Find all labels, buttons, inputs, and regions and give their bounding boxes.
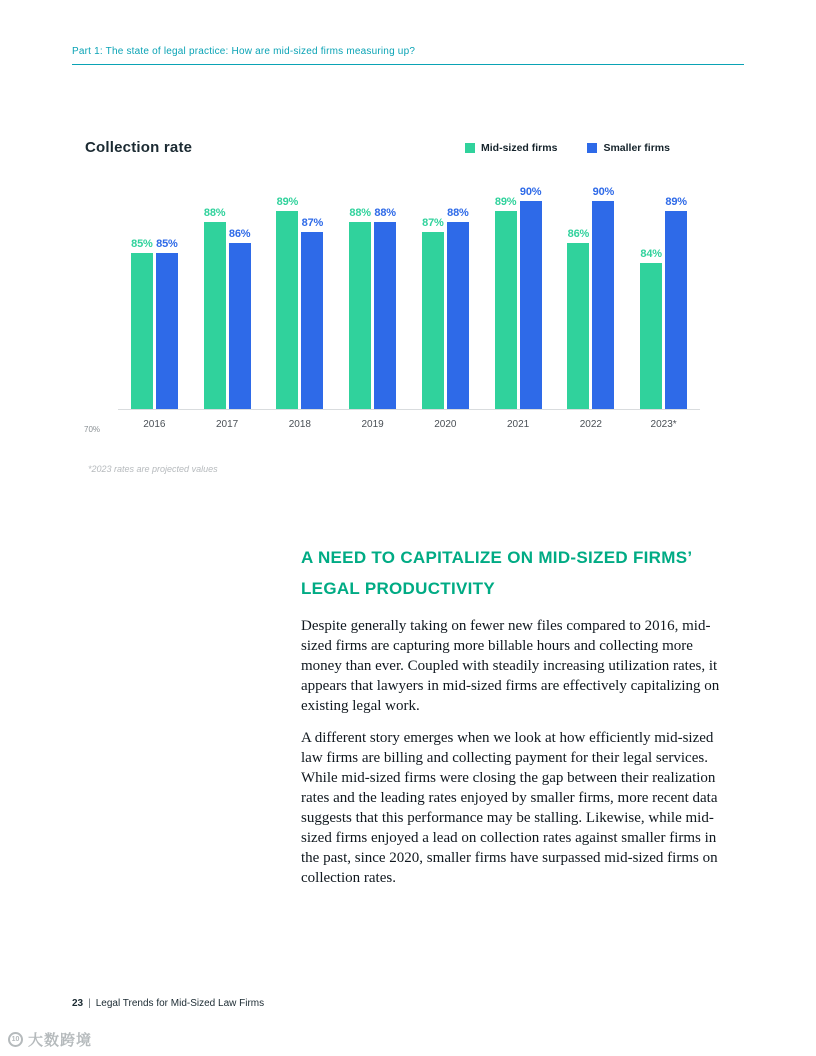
bar-value-label: 85% <box>131 238 153 250</box>
x-axis-label: 2020 <box>434 419 457 430</box>
y-axis-baseline-label: 70% <box>84 425 101 434</box>
bar-smaller-firms <box>156 253 178 409</box>
text-section <box>301 542 737 888</box>
watermark <box>8 1029 92 1050</box>
bar-column <box>301 217 323 409</box>
page-eyebrow: Part 1: The state of legal practice: How are mid-sized firms measuring up? <box>72 46 744 65</box>
bar-mid-sized-firms <box>640 263 662 409</box>
bar-column <box>422 217 444 409</box>
bar-group-2018 <box>264 196 337 409</box>
bar-pair <box>567 186 614 409</box>
bar-value-label: 90% <box>519 186 542 198</box>
bar-column <box>447 207 469 409</box>
bar-group-2017 <box>191 207 264 409</box>
bar-column <box>640 248 662 409</box>
bar-column <box>520 186 542 409</box>
bar-column <box>665 196 687 409</box>
bar-group-2019 <box>336 207 409 409</box>
bar-smaller-firms <box>447 222 469 409</box>
x-axis-label: 2017 <box>216 419 239 430</box>
bar-mid-sized-firms <box>131 253 153 409</box>
bar-smaller-firms <box>374 222 396 409</box>
bar-value-label: 85% <box>156 238 178 250</box>
chart-footnote: *2023 rates are projected values <box>88 464 218 474</box>
bar-pair <box>349 207 396 409</box>
x-axis-label: 2018 <box>288 419 311 430</box>
bar-value-label: 88% <box>203 207 226 219</box>
legend-label: Mid-sized firms <box>481 141 558 154</box>
bar-value-label: 87% <box>301 217 324 229</box>
footer-separator: | <box>88 998 91 1009</box>
bar-column <box>567 228 589 409</box>
section-heading-line2: LEGAL PRODUCTIVITY <box>301 579 495 598</box>
legend-swatch <box>465 143 475 153</box>
x-axis-label: 2019 <box>361 419 384 430</box>
bar-group-2020 <box>409 207 482 409</box>
bar-value-label: 90% <box>592 186 615 198</box>
chart-plot-area <box>84 184 700 434</box>
bar-column <box>592 186 614 409</box>
section-heading <box>301 542 737 604</box>
bar-group-2023 <box>627 196 700 409</box>
bar-value-label: 86% <box>567 228 590 240</box>
x-axis-label: 2023* <box>650 419 677 430</box>
chart-title: Collection rate <box>85 139 193 156</box>
bar-smaller-firms <box>665 211 687 409</box>
bar-pair <box>276 196 323 409</box>
watermark-text: 大数跨境 <box>28 1032 93 1049</box>
paragraph: A different story emerges when we look at how efficiently mid-sized law firms are billing and collecting payment for their legal services. While mid-sized firms were closing the gap between their realization rates and the leading rates enjoyed by smaller firms, more recent data suggests that this performance may be stalling. Likewise, while mid-sized firms enjoyed a lead on collection rates against smaller firms in the past, since 2020, smaller firms have surpassed mid-sized firms on collection rates. <box>301 730 718 886</box>
chart-header <box>72 139 744 156</box>
legend-swatch <box>587 143 597 153</box>
collection-rate-chart <box>72 139 744 474</box>
chart-plot <box>118 184 700 410</box>
bar-mid-sized-firms <box>276 211 298 409</box>
bar-value-label: 86% <box>228 228 251 240</box>
bar-column <box>374 207 396 409</box>
bar-smaller-firms <box>592 201 614 409</box>
page-number: 23 <box>72 998 84 1009</box>
bar-mid-sized-firms <box>349 222 371 409</box>
bar-column <box>229 228 251 409</box>
bar-column <box>276 196 298 409</box>
bar-pair <box>204 207 251 409</box>
legend-item-mid-sized <box>465 142 557 154</box>
bar-value-label: 89% <box>494 196 517 208</box>
bar-mid-sized-firms <box>204 222 226 409</box>
bar-column <box>495 196 517 409</box>
paragraph: Despite generally taking on fewer new files compared to 2016, mid-sized firms are capturing more billable hours and collecting more money than ever. Coupled with steadily increasing utilization rates, it appears that lawyers in mid-sized firms are effectively capitalizing on existing legal work. <box>301 618 720 714</box>
bar-group-2021 <box>482 186 555 409</box>
chart-legend <box>465 142 670 154</box>
legend-label: Smaller firms <box>603 141 670 154</box>
bar-value-label: 84% <box>640 248 662 260</box>
bar-pair <box>495 186 542 409</box>
legend-item-smaller <box>587 142 670 154</box>
bar-column <box>204 207 226 409</box>
bar-value-label: 88% <box>447 207 469 219</box>
chart-x-axis <box>118 410 700 430</box>
bar-value-label: 89% <box>665 196 687 208</box>
x-axis-label: 2022 <box>579 419 602 430</box>
bar-mid-sized-firms <box>422 232 444 409</box>
bar-group-2016 <box>118 238 191 409</box>
bar-value-label: 88% <box>349 207 371 219</box>
bar-smaller-firms <box>520 201 542 409</box>
bar-column <box>156 238 178 409</box>
bar-smaller-firms <box>301 232 323 409</box>
bar-value-label: 87% <box>422 217 444 229</box>
bar-mid-sized-firms <box>567 243 589 409</box>
page-footer <box>72 998 264 1009</box>
section-heading-line1: A NEED TO CAPITALIZE ON MID-SIZED FIRMS’ <box>301 548 693 567</box>
watermark-logo-icon: 10 <box>8 1032 23 1047</box>
bar-pair <box>422 207 469 409</box>
bar-pair <box>640 196 687 409</box>
bar-group-2022 <box>555 186 628 409</box>
x-axis-label: 2016 <box>143 419 166 430</box>
bar-smaller-firms <box>229 243 251 409</box>
x-axis-label: 2021 <box>507 419 530 430</box>
body-copy <box>301 616 737 888</box>
bar-column <box>131 238 153 409</box>
bar-column <box>349 207 371 409</box>
bar-value-label: 89% <box>276 196 299 208</box>
bar-pair <box>131 238 178 409</box>
bar-value-label: 88% <box>374 207 396 219</box>
footer-title: Legal Trends for Mid-Sized Law Firms <box>95 998 265 1009</box>
bar-mid-sized-firms <box>495 211 517 409</box>
